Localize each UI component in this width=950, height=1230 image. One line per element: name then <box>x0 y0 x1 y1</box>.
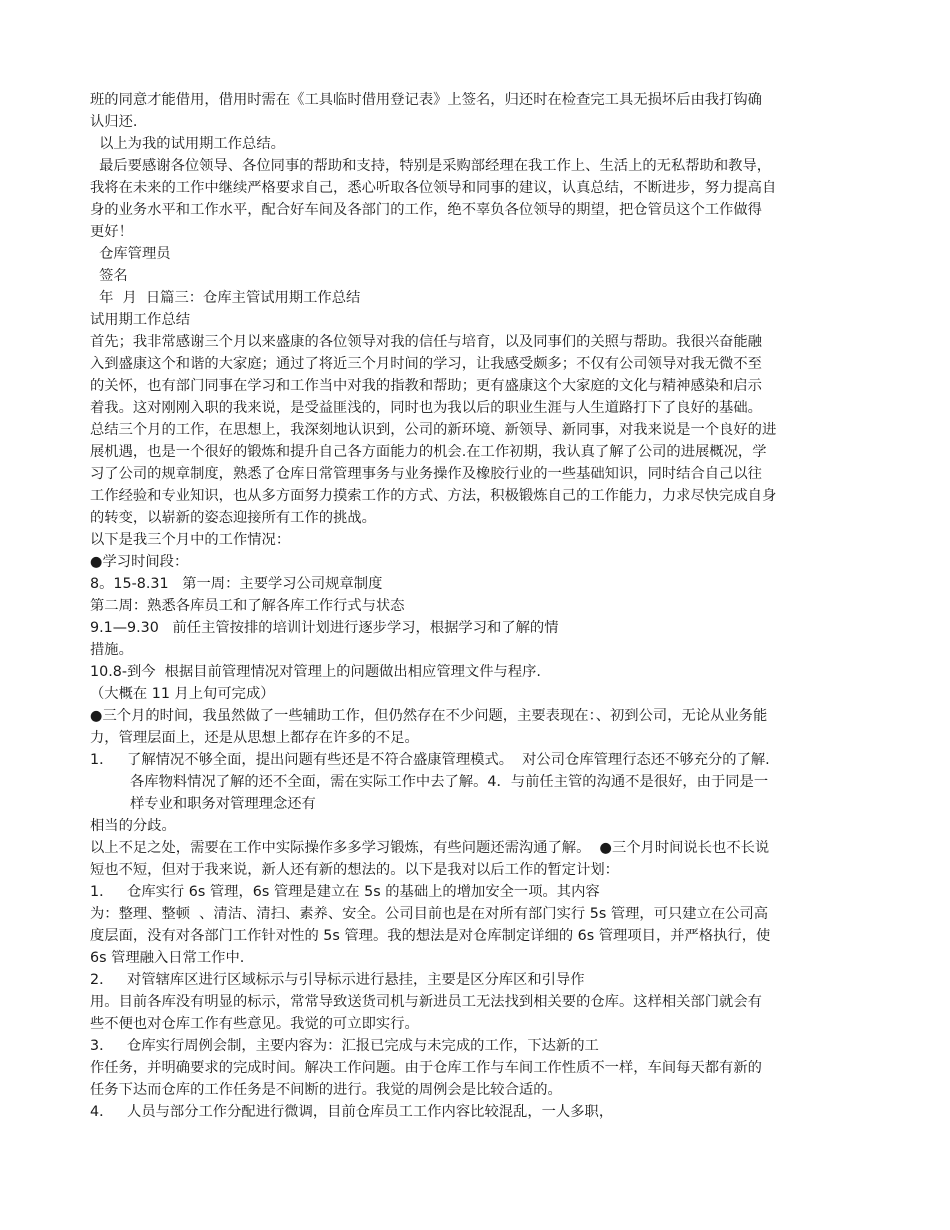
text-line: 着我。这对刚刚入职的我来说，是受益匪浅的，同时也为我以后的职业生涯与人生道路打下了良好的基础。 <box>90 400 762 416</box>
text-line: 身的业务水平和工作水平，配合好车间及各部门的工作，绝不辜负各位领导的期望，把仓管员这个工作做得 <box>90 202 762 218</box>
numbered-item-continuation: 样专业和职务对管理理念还有 <box>130 796 316 812</box>
text-line: 的转变，以崭新的姿态迎接所有工作的挑战。 <box>90 510 376 526</box>
section-title: 试用期工作总结 <box>90 312 191 328</box>
schedule-line: 8。15-8.31 第一周：主要学习公司规章制度 <box>90 576 383 592</box>
text-line: 短也不短，但对于我来说，新人还有新的想法的。以下是我对以后工作的暂定计划： <box>90 862 619 878</box>
text-line: 以上为我的试用期工作总结。 <box>90 136 285 152</box>
schedule-line: 10.8-到今 根据目前管理情况对管理上的问题做出相应管理文件与程序. <box>90 664 541 680</box>
text-line: 作任务，并明确要求的完成时间。解决工作问题。由于仓库工作与车间工作性质不一样，车间每天都有新的 <box>90 1060 762 1076</box>
text-line: 任务下达而仓库的工作任务是不间断的进行。我觉的周例会是比较合适的。 <box>90 1082 562 1098</box>
numbered-item: 1． 仓库实行 6s 管理，6s 管理是建立在 5s 的基础上的增加安全一项。其内容 <box>90 884 600 900</box>
text-line: 度层面，没有对各部门工作针对性的 5s 管理。我的想法是对仓库制定详细的 6s 管理项目，并严格执行，使 <box>90 928 771 944</box>
text-line: 更好！ <box>90 224 133 240</box>
text-line: 班的同意才能借用，借用时需在《工具临时借用登记表》上签名，归还时在检查完工具无损坏后由我打钩确 <box>90 92 762 108</box>
text-line: 以上不足之处，需要在工作中实际操作多多学习锻炼，有些问题还需沟通了解。 ●三个月时间说长也不长说 <box>90 840 770 856</box>
numbered-item-continuation: 各库物料情况了解的还不全面，需在实际工作中去了解。4．与前任主管的沟通不是很好，由于同是一 <box>130 774 769 790</box>
schedule-line: 第二周：熟悉各库员工和了解各库工作行式与状态 <box>90 598 405 614</box>
text-line: 认归还. <box>90 114 138 130</box>
text-line: 入到盛康这个和谐的大家庭；通过了将近三个月时间的学习，让我感受颇多；不仅有公司领导对我无微不至 <box>90 356 762 372</box>
text-line: 用。目前各库没有明显的标示，常常导致送货司机与新进员工无法找到相关要的仓库。这样相关部门就会有 <box>90 994 762 1010</box>
text-line: （大概在 11 月上旬可完成） <box>90 686 275 702</box>
text-line: 相当的分歧。 <box>90 818 176 834</box>
section-heading: 年 月 日篇三：仓库主管试用期工作总结 <box>90 290 361 306</box>
schedule-line: 9.1—9.30 前任主管按排的培训计划进行逐步学习，根据学习和了解的情 <box>90 620 559 636</box>
text-line: 仓库管理员 <box>90 246 171 262</box>
text-line: 习了公司的规章制度，熟悉了仓库日常管理事务与业务操作及橡胶行业的一些基础知识，同时结合自己以往 <box>90 466 762 482</box>
numbered-item: 1． 了解情况不够全面，提出问题有些还是不符合盛康管理模式。 对公司仓库管理行态还不够充分的了解. <box>90 752 770 768</box>
text-line: 些不便也对仓库工作有些意见。我觉的可立即实行。 <box>90 1016 419 1032</box>
bullet-line: ●三个月的时间，我虽然做了一些辅助工作，但仍然存在不少问题，主要表现在：、初到公司，无论从业务能 <box>90 708 768 724</box>
bullet-line: ●学习时间段： <box>90 554 189 570</box>
text-line: 力，管理层面上，还是从思想上都存在许多的不足。 <box>90 730 419 746</box>
text-line: 首先；我非常感谢三个月以来盛康的各位领导对我的信任与培育，以及同事们的关照与帮助。我很兴奋能融 <box>90 334 762 350</box>
text-line: 措施。 <box>90 642 133 658</box>
text-line: 6s 管理融入日常工作中. <box>90 950 245 966</box>
text-line: 以下是我三个月中的工作情况： <box>90 532 291 548</box>
text-line: 工作经验和专业知识，也从多方面努力摸索工作的方式、方法，积极锻炼自己的工作能力，力求尽快完成自身 <box>90 488 777 504</box>
text-line: 最后要感谢各位领导、各位同事的帮助和支持，特别是采购部经理在我工作上、生活上的无私帮助和教导， <box>90 158 772 174</box>
numbered-item: 4． 人员与部分工作分配进行微调，目前仓库员工工作内容比较混乱，一人多职， <box>90 1104 614 1120</box>
text-line: 总结三个月的工作，在思想上，我深刻地认识到，公司的新环境、新领导、新同事，对我来说是一个良好的进 <box>90 422 777 438</box>
numbered-item: 2． 对管辖库区进行区域标示与引导标示进行悬挂，主要是区分库区和引导作 <box>90 972 585 988</box>
text-line: 我将在未来的工作中继续严格要求自己，悉心听取各位领导和同事的建议，认真总结，不断进步，努力提高自 <box>90 180 777 196</box>
text-line: 签名 <box>90 268 128 284</box>
text-line: 展机遇，也是一个很好的锻炼和提升自己各方面能力的机会.在工作初期，我认真了解了公司的进展概况，学 <box>90 444 767 460</box>
text-line: 的关怀，也有部门同事在学习和工作当中对我的指教和帮助；更有盛康这个大家庭的文化与精神感染和启示 <box>90 378 762 394</box>
numbered-item: 3． 仓库实行周例会制，主要内容为：汇报已完成与未完成的工作，下达新的工 <box>90 1038 599 1054</box>
text-line: 为：整理、整顿 、清洁、清扫、素养、安全。公司目前也是在对所有部门实行 5s 管理，可只建立在公司高 <box>90 906 769 922</box>
